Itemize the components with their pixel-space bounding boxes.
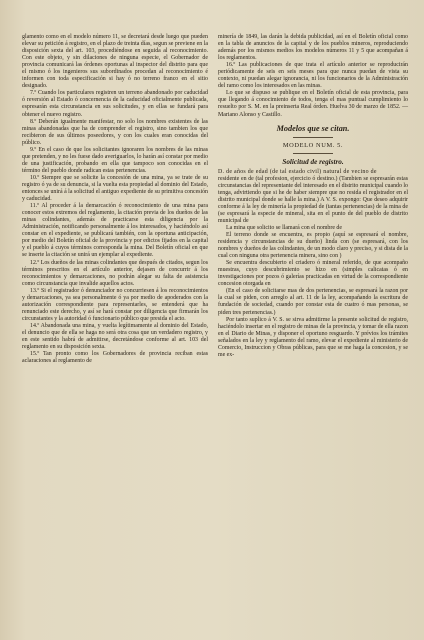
paragraph: 14.º Abandonada una mina, y vuelta legítimamente al dominio del Estado, el denuncio que de ella se haga no será otra cosa que un verdadero registro, y en este sentido habrá de admitirse, decretándose conforme al art. 103 del reglamento en su disposición sexta. — [22, 322, 208, 351]
form-line: Por tanto suplico á V. S. se sirva admitirme la presente solicitud de registro, haciéndolo insertar en el registro de minas de la provincia, y tomar de ella razon en el Diario de Minas, y disponer el oportuno resguardo. Y prévios los trámites señalados en la ley y reglamento del ramo, elevar el expediente al ministerio de Comercio, Instruccion y Obras públicas, para que se me haga la concesion, y se me ex- — [218, 316, 408, 358]
form-title: Solicitud de registro. — [282, 157, 344, 166]
paragraph: glamento como en el modelo número 11, se decretará desde luego que pueden elevar su petición á registro, en el plazo de treinta días, segun se previene en la disposición sexta del art. 103, procediéndose en seguida al reconocimiento. Con este objeto, y sin dilaciones de ninguna especie, el Gobernador de provincia comunicará las órdenes oportunas al inspector del distrito para que el mismo ó los ingenieros sus subordinados procedan al reconocimiento é informen con toda especificación si hay ó no terreno franco en el sitio designado. — [22, 34, 208, 90]
paragraph: 15.º Tan pronto como los Gobernadores de provincia reciban estas aclaraciones al reglamento de — [22, 351, 208, 365]
paragraph: 7.º Cuando los particulares registren un terreno abandonado por caducidad ó reversión al Estado ó concernencia de la caducidad oficialmente publicada, espresarán esta circunstancia en sus solicitudes, y en ellas se fundará para obtener el nuevo registro. — [22, 90, 208, 118]
left-column — [22, 34, 208, 365]
section-heading: Modelos que se citan. — [276, 123, 350, 133]
form-line: El terreno donde se encuentra, es propio (aquí se espresará el nombre, residencia y circunstancias de su dueño) linda con (se espresará, con los nombres y dueños de las colindantes, de un modo claro y preciso, y si dista de la cual con ninguna otra pertenencia minera, sino con ) — [218, 231, 408, 260]
form-line: La mina que solicito se llamará con el nombre de — [226, 224, 342, 231]
model-number: MODELO NUM. 5. — [282, 141, 344, 149]
paragraph: minería de 1849, las darán la debida publicidad, así en el Boletín oficial como en la tabla de anuncios de la capital y de los pueblos mineros, reproduciendo además por los mismos medios los modelos números 11 y 5 que acompañan á los reglamentos. — [218, 34, 408, 62]
divider — [293, 137, 333, 138]
divider — [293, 153, 333, 154]
form-line: (En el caso de solicitarse mas de dos pertenencias, se espresará la razon por la cual se piden, con arreglo al art. 11 de la ley, acompañando la escritura de fundación de sociedad, cuando por constar esta de cuatro ó mas personas, se piden tres pertenencias.) — [218, 288, 408, 316]
form-line: Se encuentra descubierto el criadero ó mineral referido, de que acompaño muestras, cuyo descubrimiento se hizo en (simples calicatas ó en investigaciones por pozos ó galerías practicadas en virtud de la correspondiente concesion otorgada en — [218, 260, 408, 288]
paragraph: 8.º Deberán igualmente manifestar, no solo los nombres existentes de las minas abandonadas que ha de comprender el registro, sino tambien los que recibieron de sus últimos poseedores, y con los cuales eran conocidas del público. — [22, 118, 208, 146]
form-line: residente en de (tal profesion, ejercicio ó destino.) (Tambien se espresarán estas circunstancias del representante del interesado en el distrito municipal cuando lo tenga, advirtiendo que si he de haber siempre que no resida el registrador en el distrito municipal donde se halle la mina.) A V. S. expongo: Que deseo adquirir conforme á la ley de minería la propiedad de (tantas pertenencias) de la mina de (se espresará la especie de mineral, sita en el punto de del pueblo de distrito municipal de — [218, 175, 408, 224]
paragraph: 11.º Al proceder á la demarcación ó reconocimiento de una mina para conocer estos extremos del reglamento, la citación previa de los dueños de las minas colindantes, además de practicarse esta diligencia por la Administración, notificando personalmente á los interesados, y haciéndolo así constar en el expediente, se publicará también, con la oportuna anticipación, por medio del Boletín oficial de la provincia y por edictos fijados en la capital y el pueblo á cuyos términos corresponda la mina. Del Boletín oficial en que se inserte la citación se unirá un ejemplar al expediente. — [22, 203, 208, 259]
paragraph: 10.º Siempre que se solicite la concesión de una mina, ya se trate de su registro ó ya de su denuncia, si la vuelta esta propiedad al dominio del Estado, entonces se unirá á la solicitud el antiguo expediente de su primitiva concesión y caducidad. — [22, 174, 208, 203]
closing-paragraph: Lo que se dispuso se publique en el Boletín oficial de esta provincia, para que llegando á conocimiento de todos, tenga el mas puntual cumplimiento lo resuelto por S. M. en la preinserta Real órden. Huelva 30 de marzo de 1852. — Mariano Alonso y Castillo. — [218, 90, 408, 118]
paragraph: 13.º Si el registrador ó denunciador no concurriesen á los reconocimientos y demarcaciones, ya sea personalmente ó ya por medio de apoderados con la autorización correspondiente para representarles, se entenderá que ha renunciado este derecho, y así se hará constar por diligencia que firmarán los circunstantes y la autoridad ó funcionario público que presida el acto. — [22, 287, 208, 322]
paragraph: 16.º Las publicaciones de que trata el artículo anterior se reproducirán periódicamente de seis en seis meses para que nunca puedan de vista su contexto, ni puedan alegar ignorancia, ni los funcionarios de la Administración del ramo como los interesados en las minas. — [218, 62, 408, 90]
paragraph: 12.º Los dueños de las minas colindantes que después de citados, segun los términos prescritos en el artículo anterior, dejasen de concurrir á los reconocimientos y demarcaciones, no podrán alegar su falta de asistencia como circunstancia que invalide aquellos actos. — [22, 259, 208, 287]
paragraph: 9.º En el caso de que los solicitantes ignoraren los nombres de las minas que pretenden, y no les fuese dado averiguarlos, lo harán así constar por medio de una justificación, probando en ella que tampoco son conocidas en el término del pueblo donde radican estas pertenencias. — [22, 146, 208, 174]
right-column — [218, 34, 408, 359]
form-line: D. de años de edad (de tal estado civil) natural de vecino de — [218, 168, 377, 175]
